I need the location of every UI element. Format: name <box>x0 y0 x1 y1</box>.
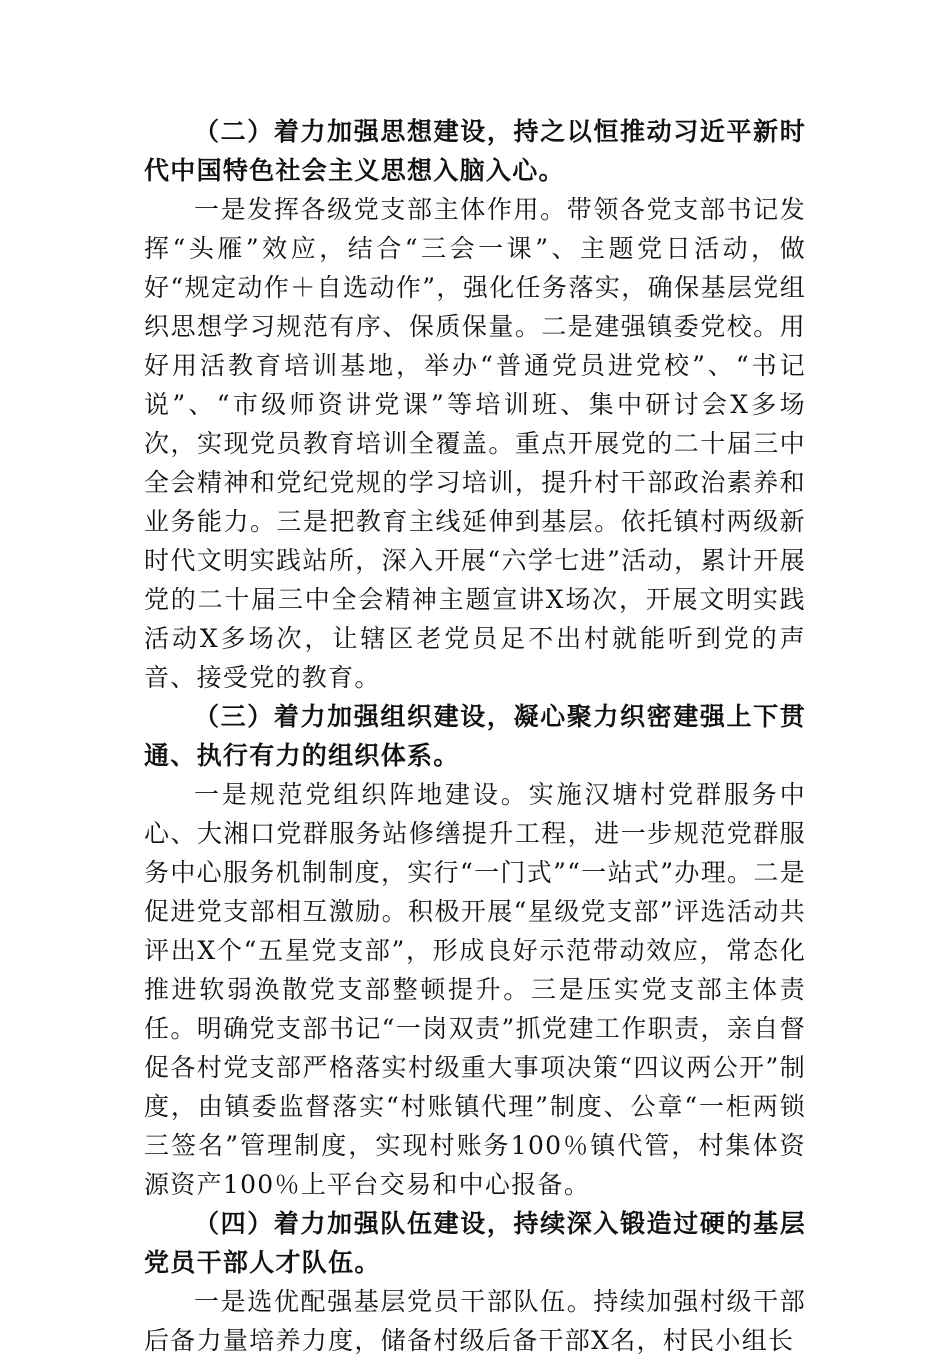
section-body-4: 一是选优配强基层党员干部队伍。持续加强村级干部后备力量培养力度，储备村级后备干部X名，村民小组长 <box>144 1287 806 1355</box>
section-heading-3: （三）着力加强组织建设，凝心聚力织密建强上下贯通、执行有力的组织体系。 <box>144 702 806 770</box>
section-heading-4: （四）着力加强队伍建设，持续深入锻造过硬的基层党员干部人才队伍。 <box>144 1209 806 1277</box>
section-body-3: 一是规范党组织阵地建设。实施汉塘村党群服务中心、大湘口党群服务站修缮提升工程，进一步规范党群服务中心服务机制制度，实行“一门式”“一站式”办理。二是促进党支部相互激励。积极开展“星级党支部”评选活动共评出X个“五星党支部”，形成良好示范带动效应，常态化推进软弱涣散党支部整顿提升。三是压实党支部主体责任。明确党支部书记“一岗双责”抓党建工作职责，亲自督促各村党支部严格落实村级重大事项决策“四议两公开”制度，由镇委监督落实“村账镇代理”制度、公章“一柜两锁三签名”管理制度，实现村账务100％镇代管，村集体资源资产100％上平台交易和中心报备。 <box>144 780 806 1199</box>
section-body-2: 一是发挥各级党支部主体作用。带领各党支部书记发挥“头雁”效应，结合“三会一课”、主题党日活动，做好“规定动作＋自选动作”，强化任务落实，确保基层党组织思想学习规范有序、保质保量。二是建强镇委党校。用好用活教育培训基地，举办“普通党员进党校”、“书记说”、“市级师资讲党课”等培训班、集中研讨会X多场次，实现党员教育培训全覆盖。重点开展党的二十届三中全会精神和党纪党规的学习培训，提升村干部政治素养和业务能力。三是把教育主线延伸到基层。依托镇村两级新时代文明实践站所，深入开展“六学七进”活动，累计开展党的二十届三中全会精神主题宣讲X场次，开展文明实践活动X多场次，让辖区老党员足不出村就能听到党的声音、接受党的教育。 <box>144 195 806 692</box>
section-heading-2: （二）着力加强思想建设，持之以恒推动习近平新时代中国特色社会主义思想入脑入心。 <box>144 117 806 185</box>
document-page <box>144 112 806 1360</box>
